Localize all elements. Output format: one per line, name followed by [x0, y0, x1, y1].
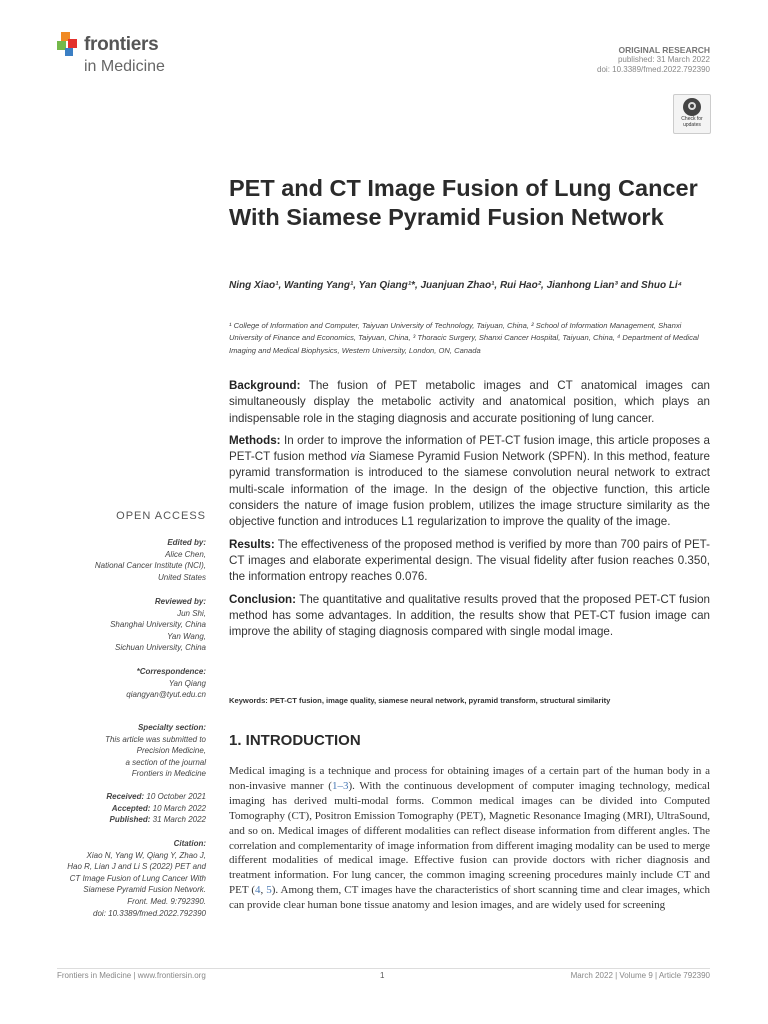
editor-line: Alice Chen, — [165, 549, 206, 559]
check-for-updates-button[interactable] — [673, 94, 711, 134]
logo-text-journal: in Medicine — [84, 58, 165, 75]
frontiers-logo-icon — [55, 32, 81, 62]
methods-label: Methods: — [229, 433, 281, 447]
abstract-conclusion — [229, 592, 710, 641]
reviewer-line: Jun Shi, — [177, 608, 206, 618]
specialty-line: a section of the journal — [125, 757, 206, 767]
citation-block — [67, 838, 206, 919]
published-value: 31 March 2022 — [150, 815, 206, 825]
open-access-label: OPEN ACCESS — [116, 510, 206, 522]
reviewed-by-block — [110, 596, 206, 654]
methods-text-a: In order to improve the information of PET-CT fusion image, this article proposes a PET-CT fusion method — [229, 433, 710, 464]
citation-line[interactable]: doi: 10.3389/fmed.2022.792390 — [93, 908, 206, 918]
logo-text-frontiers: frontiers — [84, 34, 159, 55]
correspondence-label: *Correspondence: — [136, 667, 206, 676]
specialty-line: Frontiers in Medicine — [131, 769, 206, 779]
citation-line: Xiao N, Yang W, Qiang Y, Zhao J, — [86, 850, 206, 860]
check-updates-icon — [683, 98, 701, 116]
accepted-value: 10 March 2022 — [150, 803, 206, 813]
article-title: PET and CT Image Fusion of Lung Cancer With Siamese Pyramid Fusion Network — [229, 175, 698, 230]
affiliations: ¹ College of Information and Computer, Taiyuan University of Technology, Taiyuan, China, ² School of Information Management, Shanxi University of Finance and Economics, Taiyuan, China, ³ Thoracic Surgery, Shanxi Cancer Hospital, Taiyuan, China, ⁴ Department of Medical Imaging and Medical Biophysics, Western University, London, ON, Canada — [229, 321, 699, 355]
correspondence-block — [126, 666, 206, 701]
citation-line: CT Image Fusion of Lung Cancer With — [69, 873, 206, 883]
section-heading-introduction: 1. INTRODUCTION — [229, 732, 361, 749]
footer-journal-link[interactable]: Frontiers in Medicine | www.frontiersin.org — [57, 971, 206, 980]
keywords: Keywords: PET-CT fusion, image quality, siamese neural network, pyramid transform, structural similarity — [229, 696, 611, 705]
citation-line: Siamese Pyramid Fusion Network. — [83, 885, 206, 895]
author-list: Ning Xiao¹, Wanting Yang¹, Yan Qiang¹*, Juanjuan Zhao¹, Rui Hao², Jianhong Lian³ and Shuo Li⁴ — [229, 280, 682, 291]
footer-issue-info: March 2022 | Volume 9 | Article 792390 — [570, 971, 710, 980]
published-date-side — [106, 814, 206, 826]
background-label: Background: — [229, 379, 301, 392]
received-label: Received: — [106, 792, 145, 801]
abstract-background — [229, 378, 710, 427]
specialty-line: This article was submitted to — [105, 734, 206, 744]
article-type: ORIGINAL RESEARCH — [618, 45, 710, 55]
citation-line: Hao R, Lian J and Li S (2022) PET and — [67, 862, 206, 872]
reviewed-by-label: Reviewed by: — [154, 597, 206, 606]
specialty-line: Precision Medicine, — [136, 746, 206, 756]
conclusion-text: The quantitative and qualitative results proved that the proposed PET-CT fusion method has some advantages. In addition, the results show that PET-CT fusion image can improve the ability of staging diagnosis compared with single modal image. — [229, 592, 710, 639]
editor-line: United States — [157, 572, 206, 582]
intro-text-2: ). With the continuous development of computer imaging technology, medical imaging has derived multi-modal forms. Common medical images can be divided into Computed Tomography (CT), Positron Emission Tomography (PET), Magnetic Resonance Imaging (MRI), UltraSound, and so on. Medical images of different modalities can reflect disease information from different angles. The correlation and complementarity of image information from different imaging modality can be used to merge different modalities of medical image. Effective fusion can provide doctors with richer diagnosis and treatment information. For lung cancer, the common imaging screening procedures mainly include CT and PET ( — [229, 779, 710, 897]
article-header-meta — [597, 45, 710, 75]
journal-logo[interactable] — [55, 32, 225, 82]
reviewer-line: Shanghai University, China — [110, 620, 206, 630]
introduction-paragraph — [229, 764, 710, 913]
abstract — [229, 378, 710, 646]
citation-link[interactable]: 1–3 — [331, 779, 349, 792]
citation-separator: , — [260, 884, 267, 897]
citation-line: Front. Med. 9:792390. — [127, 896, 206, 906]
correspondence-email[interactable]: qiangyan@tyut.edu.cn — [126, 690, 206, 700]
edited-by-block — [95, 537, 206, 583]
specialty-label: Specialty section: — [137, 723, 206, 732]
conclusion-label: Conclusion: — [229, 592, 296, 606]
abstract-methods — [229, 433, 710, 531]
received-value: 10 October 2021 — [144, 792, 206, 801]
citation-link[interactable]: 5 — [266, 884, 272, 897]
abstract-results — [229, 537, 710, 586]
footer-divider — [57, 968, 710, 969]
intro-text-1: Medical imaging is a technique and process for obtaining images of a certain part of the human body in a non-invasive manner ( — [229, 765, 710, 792]
doi-link[interactable]: doi: 10.3389/fmed.2022.792390 — [597, 65, 710, 74]
citation-label: Citation: — [173, 839, 206, 848]
background-text: The fusion of PET metabolic images and CT anatomical images can simultaneously display the metabolic activity and anatomical position, which plays an indispensable role in the staging diagnosis and accurate positioning of lung cancer. — [229, 379, 710, 425]
citation-link[interactable]: 4 — [255, 884, 261, 897]
accepted-label: Accepted: — [111, 803, 151, 813]
correspondence-name: Yan Qiang — [168, 678, 206, 688]
dates-block — [106, 791, 206, 826]
published-date: published: 31 March 2022 — [617, 55, 710, 64]
accepted-date — [106, 803, 206, 815]
edited-by-label: Edited by: — [167, 538, 206, 547]
editor-line: National Cancer Institute (NCI), — [94, 561, 206, 571]
check-updates-label: Check for updates — [681, 116, 703, 128]
results-label: Results: — [229, 537, 275, 551]
methods-via: via — [350, 450, 366, 464]
page-number: 1 — [380, 971, 385, 980]
published-label: Published: — [109, 815, 151, 825]
reviewer-line: Sichuan University, China — [114, 643, 206, 653]
intro-text-3: ). Among them, CT images have the characteristics of short scanning time and clear images, which can provide clear human bone tissue anatomy and lesion images, and are widely used for screening — [229, 884, 711, 912]
reviewer-line: Yan Wang, — [167, 631, 206, 641]
results-text: The effectiveness of the proposed method is verified by more than 700 pairs of PET-CT images and elaborate experimental design. The visual fidelity after fusion reaches 0.350, the information entropy reaches 0.076. — [229, 537, 710, 584]
methods-text-b: Siamese Pyramid Fusion Network (SPFN). In this method, feature pyramid transformation is introduced to the siamese convolution neural network to extract multi-scale information of the image. In the design of the objective function, this article considers the nature of image fusion problem, utilizes the image structure similarity as the objective function and introduces L1 regularization to improve the quality of the image. — [229, 450, 710, 529]
specialty-section-block — [105, 722, 206, 780]
received-date — [106, 791, 206, 803]
